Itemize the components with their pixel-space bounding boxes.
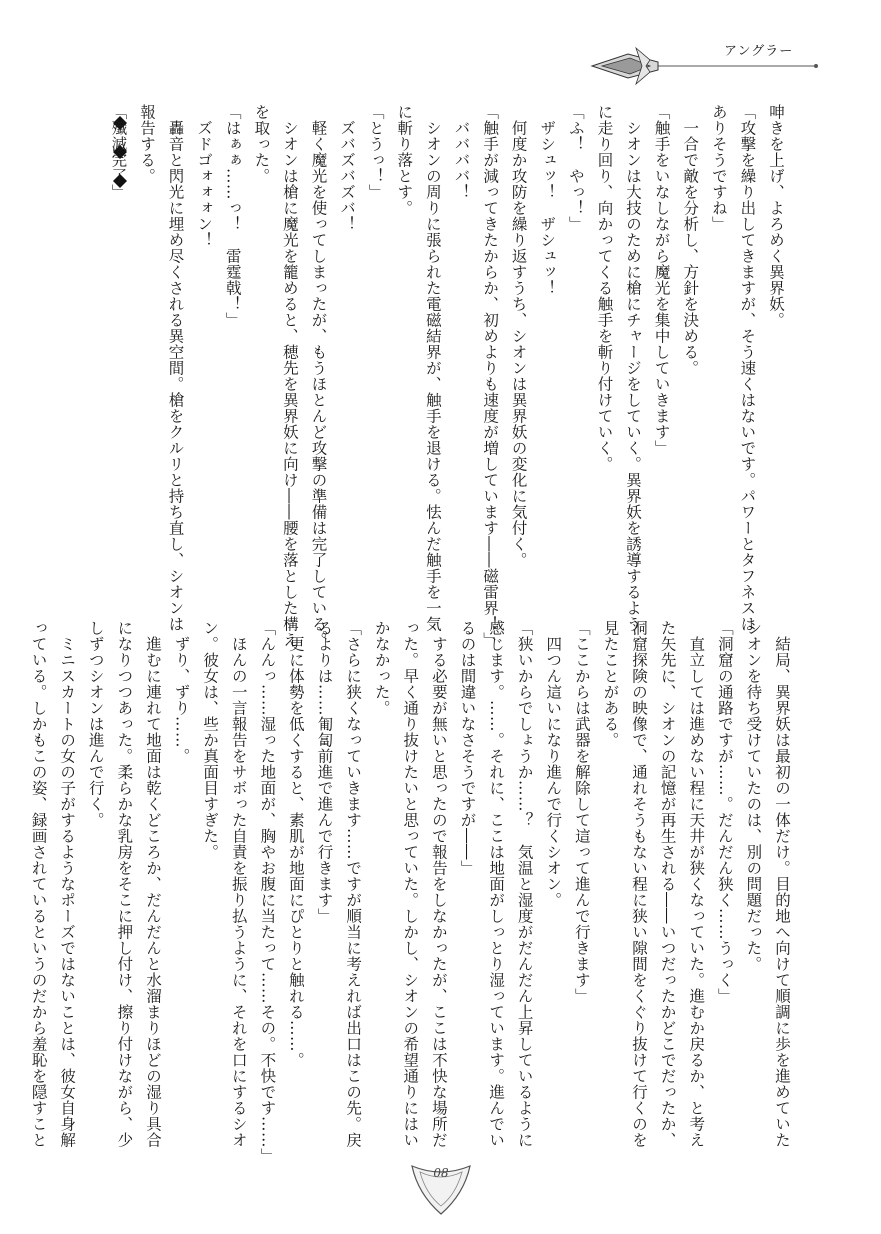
paragraph: 四つん這いになり進んで行くシオン。 — [544, 620, 563, 908]
text-block-bottom — [29, 620, 796, 1164]
paragraph: ババババ！ — [452, 104, 471, 200]
paragraph: シオンの周りに張られた電磁結界が、触手を退ける。怯んだ触手を一気 — [423, 104, 442, 632]
paragraph: 「さらに狭くなっていきます……ですが順当に考えれば出口はこの先。戻 — [344, 620, 363, 1148]
paragraph: ン。彼女は、些か真面目すぎた。 — [201, 620, 220, 860]
paragraph: 感じます。……。それに、ここは地面がしっとり湿っています。進んでい — [487, 620, 506, 1148]
paragraph: 「とうっ！」 — [366, 104, 385, 200]
paragraph: シオンは大技のために槍にチャージをしていく。異界妖を誘導するよう — [624, 104, 643, 632]
paragraph: るよりは……匍匐前進で進んで行きます」 — [315, 620, 334, 924]
paragraph: シオンを待ち受けていたのは、別の問題だった。 — [744, 620, 763, 972]
paragraph: 「はぁぁ……っ！ 雷霆戟！」 — [223, 104, 242, 328]
paragraph: に走り回り、向かってくる触手を斬り付けていく。 — [595, 104, 614, 472]
paragraph: 「狭いからでしょうか……？ 気温と湿度がだんだん上昇しているように — [515, 620, 534, 1148]
text-block-top — [100, 104, 790, 648]
paragraph: 「攻撃を繰り出してきますが、そう速くはないです。パワーとタフネスは — [738, 104, 757, 632]
paragraph: 「触手をいなしながら魔光を集中していきます」 — [652, 104, 671, 456]
paragraph: た矢先に、シオンの記憶が再生される――いつだったかどこでだったか、 — [658, 620, 677, 1148]
paragraph: しずつシオンは進んで行く。 — [86, 620, 105, 828]
paragraph: 「んんっ……湿った地面が、胸やお腹に当たって……その。不快です……」 — [258, 620, 277, 1164]
paragraph: ズドゴォォォン！ — [195, 104, 214, 248]
paragraph: 見たことがある。 — [601, 620, 620, 748]
paragraph: ザシュッ！ ザシュッ！ — [538, 104, 557, 296]
paragraph: 結局、異界妖は最初の一体だけ。目的地へ向けて順調に歩を進めていた — [773, 620, 791, 1148]
paragraph: ミニスカートの女の子がするようなポーズではないことは、彼女自身解 — [58, 620, 77, 1148]
page-number: 08 — [433, 1166, 449, 1180]
paragraph: 更に体勢を低くすると、素肌が地面にぴとりと触れる……。 — [286, 620, 305, 1068]
paragraph: ほんの一言報告をサボった自責を振り払うように、それを口にするシオ — [229, 620, 248, 1148]
paragraph: 「触手が減ってきたからか、初めよりも速度が増しています――磁雷界！」 — [481, 104, 500, 648]
paragraph: 「洞窟の通路ですが……。だんだん狭く……うっく」 — [715, 620, 734, 1004]
paragraph: 洞窟探険の映像で、通れそうもない程に狭い隙間をくぐり抜けて行くのを — [630, 620, 649, 1148]
paragraph: 「殲滅完了」 — [109, 104, 128, 200]
paragraph: 進むに連れて地面は乾くどころか、だんだんと水溜まりほどの湿り具合 — [143, 620, 162, 1148]
paragraph: 一合で敵を分析し、方針を決める。 — [681, 104, 700, 376]
paragraph: に斬り落とす。 — [395, 104, 414, 216]
paragraph: 報告する。 — [137, 104, 156, 184]
paragraph: ズバズバズバ！ — [338, 104, 357, 232]
paragraph: ずり、ずり……。 — [172, 620, 191, 764]
paragraph: かなかった。 — [372, 620, 391, 716]
paragraph: になりつつあった。柔らかな乳房をそこに押し付け、擦り付けながら、少 — [115, 620, 134, 1148]
paragraph: った。早く通り抜けたいと思っていた。しかし、シオンの希望通りにはい — [401, 620, 420, 1148]
paragraph: ありそうですね」 — [709, 104, 728, 232]
paragraph: 「ここからは武器を解除して這って進んで行きます」 — [572, 620, 591, 1004]
paragraph: 軽く魔光を使ってしまったが、もうほとんど攻撃の準備は完了している。 — [309, 104, 328, 648]
paragraph: を取った。 — [252, 104, 271, 184]
paragraph: っている。しかもこの姿、録画されているというのだから羞恥を隠すこと — [29, 620, 48, 1148]
paragraph: 「ふ！ やっ！」 — [566, 104, 585, 232]
paragraph: 轟音と閃光に埋め尽くされる異空間。槍をクルリと持ち直し、シオンは — [166, 104, 185, 632]
paragraph: 呻きを上げ、よろめく異界妖。 — [767, 104, 785, 328]
paragraph: 何度か攻防を繰り返すうち、シオンは異界妖の変化に気付く。 — [509, 104, 528, 568]
paragraph: する必要が無いと思ったので報告をしなかったが、ここは不快な場所だ — [429, 620, 448, 1148]
paragraph: 直立しては進めない程に天井が狭くなっていた。進むか戻るか、と考え — [687, 620, 706, 1148]
paragraph: るのは間違いなさそうですが――」 — [458, 620, 477, 876]
paragraph: シオンは槍に魔光を籠めると、穂先を異界妖に向け――腰を落とした構え — [280, 104, 299, 648]
running-title: アングラー — [724, 44, 794, 59]
